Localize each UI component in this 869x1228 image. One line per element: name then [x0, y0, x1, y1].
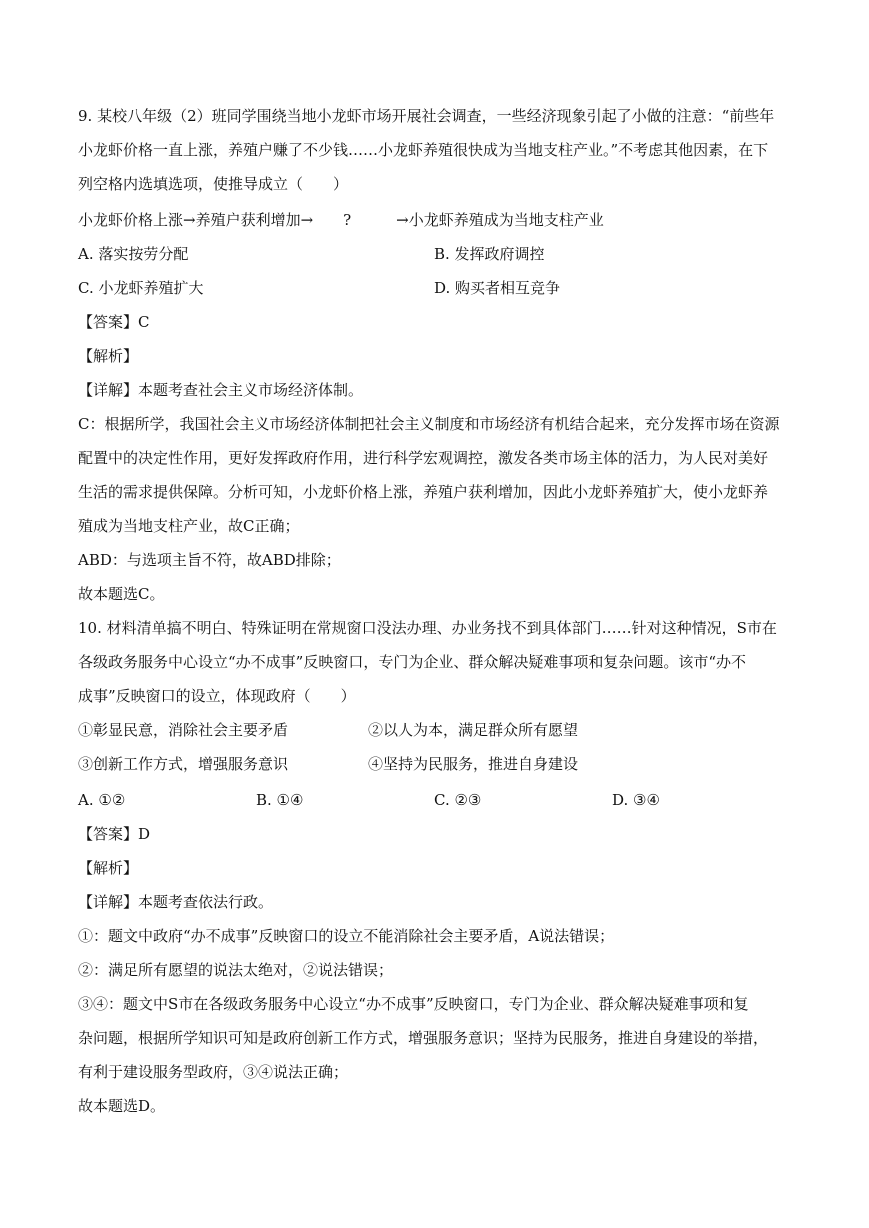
q9-stem-line-1: 9. 某校八年级（2）班同学围绕当地小龙虾市场开展社会调查，一些经济现象引起了小做的注意：“前些年	[78, 107, 775, 125]
q9-detail-line-3: 配置中的决定性作用，更好发挥政府作用，进行科学宏观调控，激发各类市场主体的活力，为人民对美好	[78, 449, 769, 467]
q10-detail-line-5: 杂问题，根据所学知识可知是政府创新工作方式，增强服务意识；坚持为民服务，推进自身建设的举措，	[78, 1029, 769, 1047]
q9-answer: 【答案】C	[78, 313, 150, 331]
q10-detail-line-4: ③④：题文中S市在各级政务服务中心设立“办不成事”反映窗口，专门为企业、群众解决疑难事项和复	[78, 995, 749, 1013]
q10-detail-line-7: 故本题选D。	[78, 1097, 166, 1115]
q10-answer: 【答案】D	[78, 825, 151, 843]
q9-detail-line-5: 殖成为当地支柱产业，故C正确；	[78, 517, 300, 535]
q10-statement-2: ②以人为本，满足群众所有愿望	[368, 721, 579, 739]
q10-stem-line-1: 10. 材料清单搞不明白、特殊证明在常规窗口没法办理、办业务找不到具体部门……针对这种情况，S市在	[78, 619, 777, 637]
q10-statement-1: ①彰显民意，消除社会主要矛盾	[78, 721, 289, 739]
q10-detail-line-6: 有利于建设服务型政府，③④说法正确；	[78, 1063, 349, 1081]
q10-statement-3: ③创新工作方式，增强服务意识	[78, 755, 289, 773]
q10-statement-4: ④坚持为民服务，推进自身建设	[368, 755, 579, 773]
q10-option-c: C. ②③	[434, 791, 482, 809]
q10-option-b: B. ①④	[256, 791, 304, 809]
q9-chain: 小龙虾价格上涨→养殖户获利增加→ ? →小龙虾养殖成为当地支柱产业	[78, 211, 604, 229]
q10-stem-line-2: 各级政务服务中心设立“办不成事”反映窗口，专门为企业、群众解决疑难事项和复杂问题。该市“办不	[78, 653, 747, 671]
q10-detail-line-3: ②：满足所有愿望的说法太绝对，②说法错误；	[78, 961, 394, 979]
q9-detail-line-1: 【详解】本题考查社会主义市场经济体制。	[78, 381, 364, 399]
q9-option-b: B. 发挥政府调控	[434, 245, 545, 263]
q10-analysis-label: 【解析】	[78, 859, 139, 877]
q10-detail-line-2: ①：题文中政府“办不成事”反映窗口的设立不能消除社会主要矛盾，A说法错误；	[78, 927, 615, 945]
q9-detail-line-2: C：根据所学，我国社会主义市场经济体制把社会主义制度和市场经济有机结合起来，充分发挥市场在资源	[78, 415, 780, 433]
q9-detail-line-7: 故本题选C。	[78, 585, 165, 603]
q9-option-a: A. 落实按劳分配	[78, 245, 189, 263]
q10-stem-line-3: 成事”反映窗口的设立，体现政府（ ）	[78, 687, 356, 705]
q9-detail-line-4: 生活的需求提供保障。分析可知，小龙虾价格上涨，养殖户获利增加，因此小龙虾养殖扩大，使小龙虾养	[78, 483, 769, 501]
q10-detail-line-1: 【详解】本题考查依法行政。	[78, 893, 274, 911]
q9-option-c: C. 小龙虾养殖扩大	[78, 279, 204, 297]
q9-detail-line-6: ABD：与选项主旨不符，故ABD排除；	[78, 551, 341, 569]
q9-stem-line-2: 小龙虾价格一直上涨，养殖户赚了不少钱……小龙虾养殖很快成为当地支柱产业。”不考虑其他因素，在下	[78, 141, 769, 159]
q10-option-d: D. ③④	[612, 791, 660, 809]
q9-stem-line-3: 列空格内选填选项，使推导成立（ ）	[78, 175, 349, 193]
q9-analysis-label: 【解析】	[78, 347, 139, 365]
q10-option-a: A. ①②	[78, 791, 126, 809]
q9-option-d: D. 购买者相互竞争	[434, 279, 561, 297]
